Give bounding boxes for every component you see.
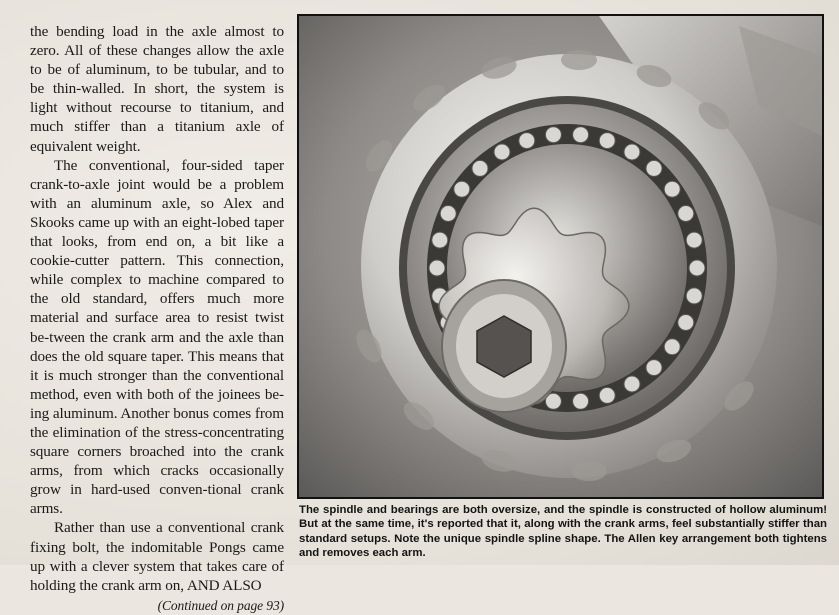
bearing-ball xyxy=(494,144,510,160)
article-column xyxy=(30,22,284,615)
bearing-ball xyxy=(519,133,535,149)
bearing-ball xyxy=(624,144,640,160)
bearing-ball xyxy=(432,232,448,248)
article-paragraph-3: Rather than use a conventional crank fixing bolt, the indomitable Pongs came up with a clever system that takes care of holding the crank arm on, AND ALSO xyxy=(30,519,284,594)
bearing-ball xyxy=(429,260,445,276)
bearing-ball xyxy=(454,181,470,197)
bearing-ball xyxy=(440,206,456,222)
bearing-ball xyxy=(689,260,705,276)
bearing-ball xyxy=(678,315,694,331)
bearing-ball xyxy=(664,339,680,355)
bearing-ball xyxy=(686,232,702,248)
article-paragraph-2: The conventional, four-sided taper crank-to-axle joint would be a problem with an aluminum axle, so Alex and Skooks came up with an eight-lobed taper that looks, from end on, a bit like a cookie-cutter pattern. This connection, while complex to machine compared to the old standard, offers much more material and surface area to resist twist be-tween the crank arm and the axle than does the old square taper. This means that it is much stronger than the conventional method, even with both of the joinees be-ing aluminum. Another bonus comes from the elimination of the stress-concentrating square corners broached into the crank arms, from which cracks occasionally grow in hard-used conven-tional crank arms. xyxy=(30,156,284,518)
continued-note: (Continued on page 93) xyxy=(157,597,284,613)
photo-caption: The spindle and bearings are both oversize, and the spindle is constructed of hollow aluminum! But at the same time, it's reported that it, along with the crank arms, feel substantially stiffer than standard setups. Note the unique spindle spline shape. The Allen key arrangement both tightens and removes each arm. xyxy=(299,504,827,560)
bearing-ball xyxy=(646,160,662,176)
bearing-ball xyxy=(646,360,662,376)
bearing-ball xyxy=(686,288,702,304)
bearing-ball xyxy=(664,181,680,197)
bearing-ball xyxy=(599,387,615,403)
bearing-ball xyxy=(624,376,640,392)
spindle-bearing-illustration xyxy=(299,16,822,497)
article-paragraph-1: the bending load in the axle almost to zero. All of these changes allow the axle to be of aluminum, to be tubular, and to be thin-walled. In short, the system is light without recourse to titanium, and much stiffer than a titanium axle of equivalent weight. xyxy=(30,23,284,155)
bearing-ball xyxy=(545,127,561,143)
bearing-ball xyxy=(599,133,615,149)
bearing-ball xyxy=(573,393,589,409)
bearing-ball xyxy=(678,206,694,222)
bearing-ball xyxy=(472,160,488,176)
spindle-photo xyxy=(297,14,824,499)
bearing-ball xyxy=(573,127,589,143)
